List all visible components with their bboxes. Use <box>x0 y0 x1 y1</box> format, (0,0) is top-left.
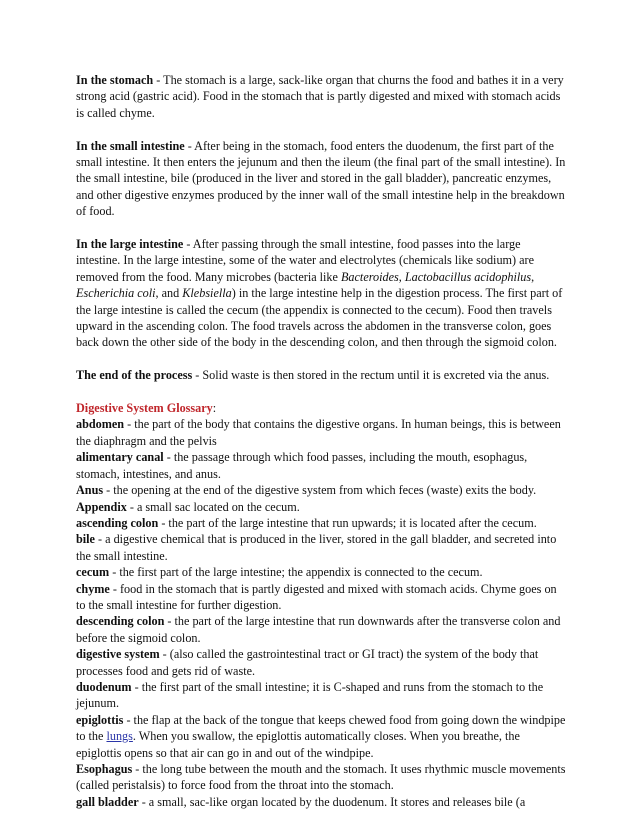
text-small-intestine: - After being in the stomach, food enters the duodenum, the first part of the small intestine. It then enters the jejunum and then the ileum (the final part of the small intestine). In the small intestine, bile (produced in the liver and stored in the gall bladder), pancreatic enzymes, and other digestive enzymes produced by the inner wall of the small intestine help in the breakdown of food. <box>76 138 566 219</box>
glossary-term: alimentary canal <box>76 450 164 465</box>
glossary-term: gall bladder <box>76 794 139 809</box>
glossary-colon: : <box>212 401 217 416</box>
glossary-term: duodenum <box>76 679 132 694</box>
glossary-definition: - the part of the large intestine that run downwards after the transverse colon and before the sigmoid colon. <box>76 614 561 645</box>
microbe-klebsiella: Klebsiella <box>182 286 232 301</box>
glossary-heading <box>76 400 566 416</box>
glossary-definition: - the flap at the back of the tongue that keeps chewed food from going down the windpipe to the <box>76 712 566 744</box>
paragraph-end-of-process <box>76 367 566 383</box>
lungs-link[interactable]: lungs <box>106 729 133 744</box>
glossary-term: Appendix <box>76 499 127 514</box>
glossary-term: bile <box>76 532 95 547</box>
heading-small-intestine: In the small intestine <box>76 138 185 153</box>
text-end-of-process: - Solid waste is then stored in the rectum until it is excreted via the anus. <box>192 368 550 383</box>
glossary-definition: - the passage through which food passes, including the mouth, esophagus, stomach, intestines, and anus. <box>76 450 528 481</box>
glossary-definition: - a small, sac-like organ located by the duodenum. It stores and releases bile (a <box>138 794 526 809</box>
glossary-term: chyme <box>76 581 110 596</box>
glossary-definition: - the first part of the large intestine; the appendix is connected to the cecum. <box>109 565 483 580</box>
paragraph-stomach <box>76 72 566 121</box>
glossary-entry-alimentary-canal <box>76 449 566 482</box>
heading-large-intestine: In the large intestine <box>76 237 184 252</box>
text-large-intestine-2: ) in the large intestine help in the digestion process. The first part of the large intestine is called the cecum (the appendix is connected to the cecum). Food then travels upward in the ascending colon. The food travels across the abdomen in the transverse colon, goes back down the other side of the body in the descending colon, and then through the sigmoid colon. <box>76 286 563 350</box>
glossary-entry-gall-bladder <box>76 794 566 810</box>
glossary-entry-descending-colon <box>76 613 566 646</box>
glossary-entry-chyme <box>76 581 566 614</box>
glossary-definition: - (also called the gastrointestinal tract or GI tract) the system of the body that processes food and gets rid of waste. <box>76 647 539 678</box>
glossary-term: ascending colon <box>76 515 159 530</box>
glossary-definition: - the part of the body that contains the digestive organs. In human beings, this is between the diaphragm and the pelvis <box>76 417 561 448</box>
glossary-term: descending colon <box>76 614 165 629</box>
glossary-term: Anus <box>76 483 104 498</box>
glossary-definition: - the opening at the end of the digestive system from which feces (waste) exits the body. <box>103 483 537 498</box>
glossary-term: epiglottis <box>76 712 124 727</box>
glossary-definition: - a small sac located on the cecum. <box>126 499 300 514</box>
glossary-definition: - the part of the large intestine that run upwards; it is located after the cecum. <box>158 515 537 530</box>
glossary-term: Esophagus <box>76 762 133 776</box>
glossary-entry-epiglottis <box>76 712 566 761</box>
glossary-definition: - a digestive chemical that is produced in the liver, stored in the gall bladder, and secreted into the small intestine. <box>76 532 557 563</box>
paragraph-small-intestine <box>76 138 566 220</box>
paragraph-large-intestine <box>76 236 566 351</box>
glossary-entry-duodenum <box>76 679 566 712</box>
glossary-definition: . When you swallow, the epiglottis automatically closes. When you breathe, the epiglottis opens so that air can go in and out of the windpipe. <box>76 729 520 760</box>
glossary-term: cecum <box>76 565 110 580</box>
glossary-title: Digestive System Glossary <box>76 401 213 416</box>
glossary-definition: - the first part of the small intestine; it is C-shaped and runs from the stomach to the jejunum. <box>76 679 544 711</box>
text-large-intestine-1: - After passing through the small intestine, food passes into the large intestine. In the large intestine, some of the water and electrolytes (chemicals like sodium) are removed from the food. Many microbes (bacteria like <box>76 237 535 284</box>
microbe-escherichia: Escherichia coli <box>76 286 156 301</box>
text-stomach: - The stomach is a large, sack-like organ that churns the food and bathes it in a very strong acid (gastric acid). Food in the stomach that is partly digested and mixed with stomach acids is called chyme. <box>76 73 564 120</box>
microbe-lactobacillus: Lactobacillus acidophilus <box>404 269 532 284</box>
glossary-entry-abdomen <box>76 416 566 449</box>
glossary-entry-cecum <box>76 564 566 580</box>
glossary-entry-anus <box>76 482 566 498</box>
glossary-entry-esophagus <box>76 761 566 794</box>
heading-stomach: In the stomach <box>76 73 154 87</box>
glossary-entry-bile <box>76 531 566 564</box>
glossary-entry-digestive-system <box>76 646 566 679</box>
glossary-definition: - the long tube between the mouth and the stomach. It uses rhythmic muscle movements (called peristalsis) to force food from the throat into the stomach. <box>76 762 566 793</box>
separator: , <box>531 269 535 284</box>
separator: , <box>398 269 405 284</box>
glossary-term: abdomen <box>76 417 125 432</box>
glossary-entry-ascending-colon <box>76 515 566 531</box>
glossary-entry-appendix <box>76 499 566 515</box>
separator: , and <box>155 286 183 301</box>
glossary-term: digestive system <box>76 647 160 662</box>
glossary-definition: - food in the stomach that is partly digested and mixed with stomach acids. Chyme goes on to the small intestine for further digestion. <box>76 581 557 612</box>
document-page <box>76 72 566 810</box>
heading-end-of-process: The end of the process <box>76 368 193 383</box>
microbe-bacteroides: Bacteroides <box>340 269 399 284</box>
